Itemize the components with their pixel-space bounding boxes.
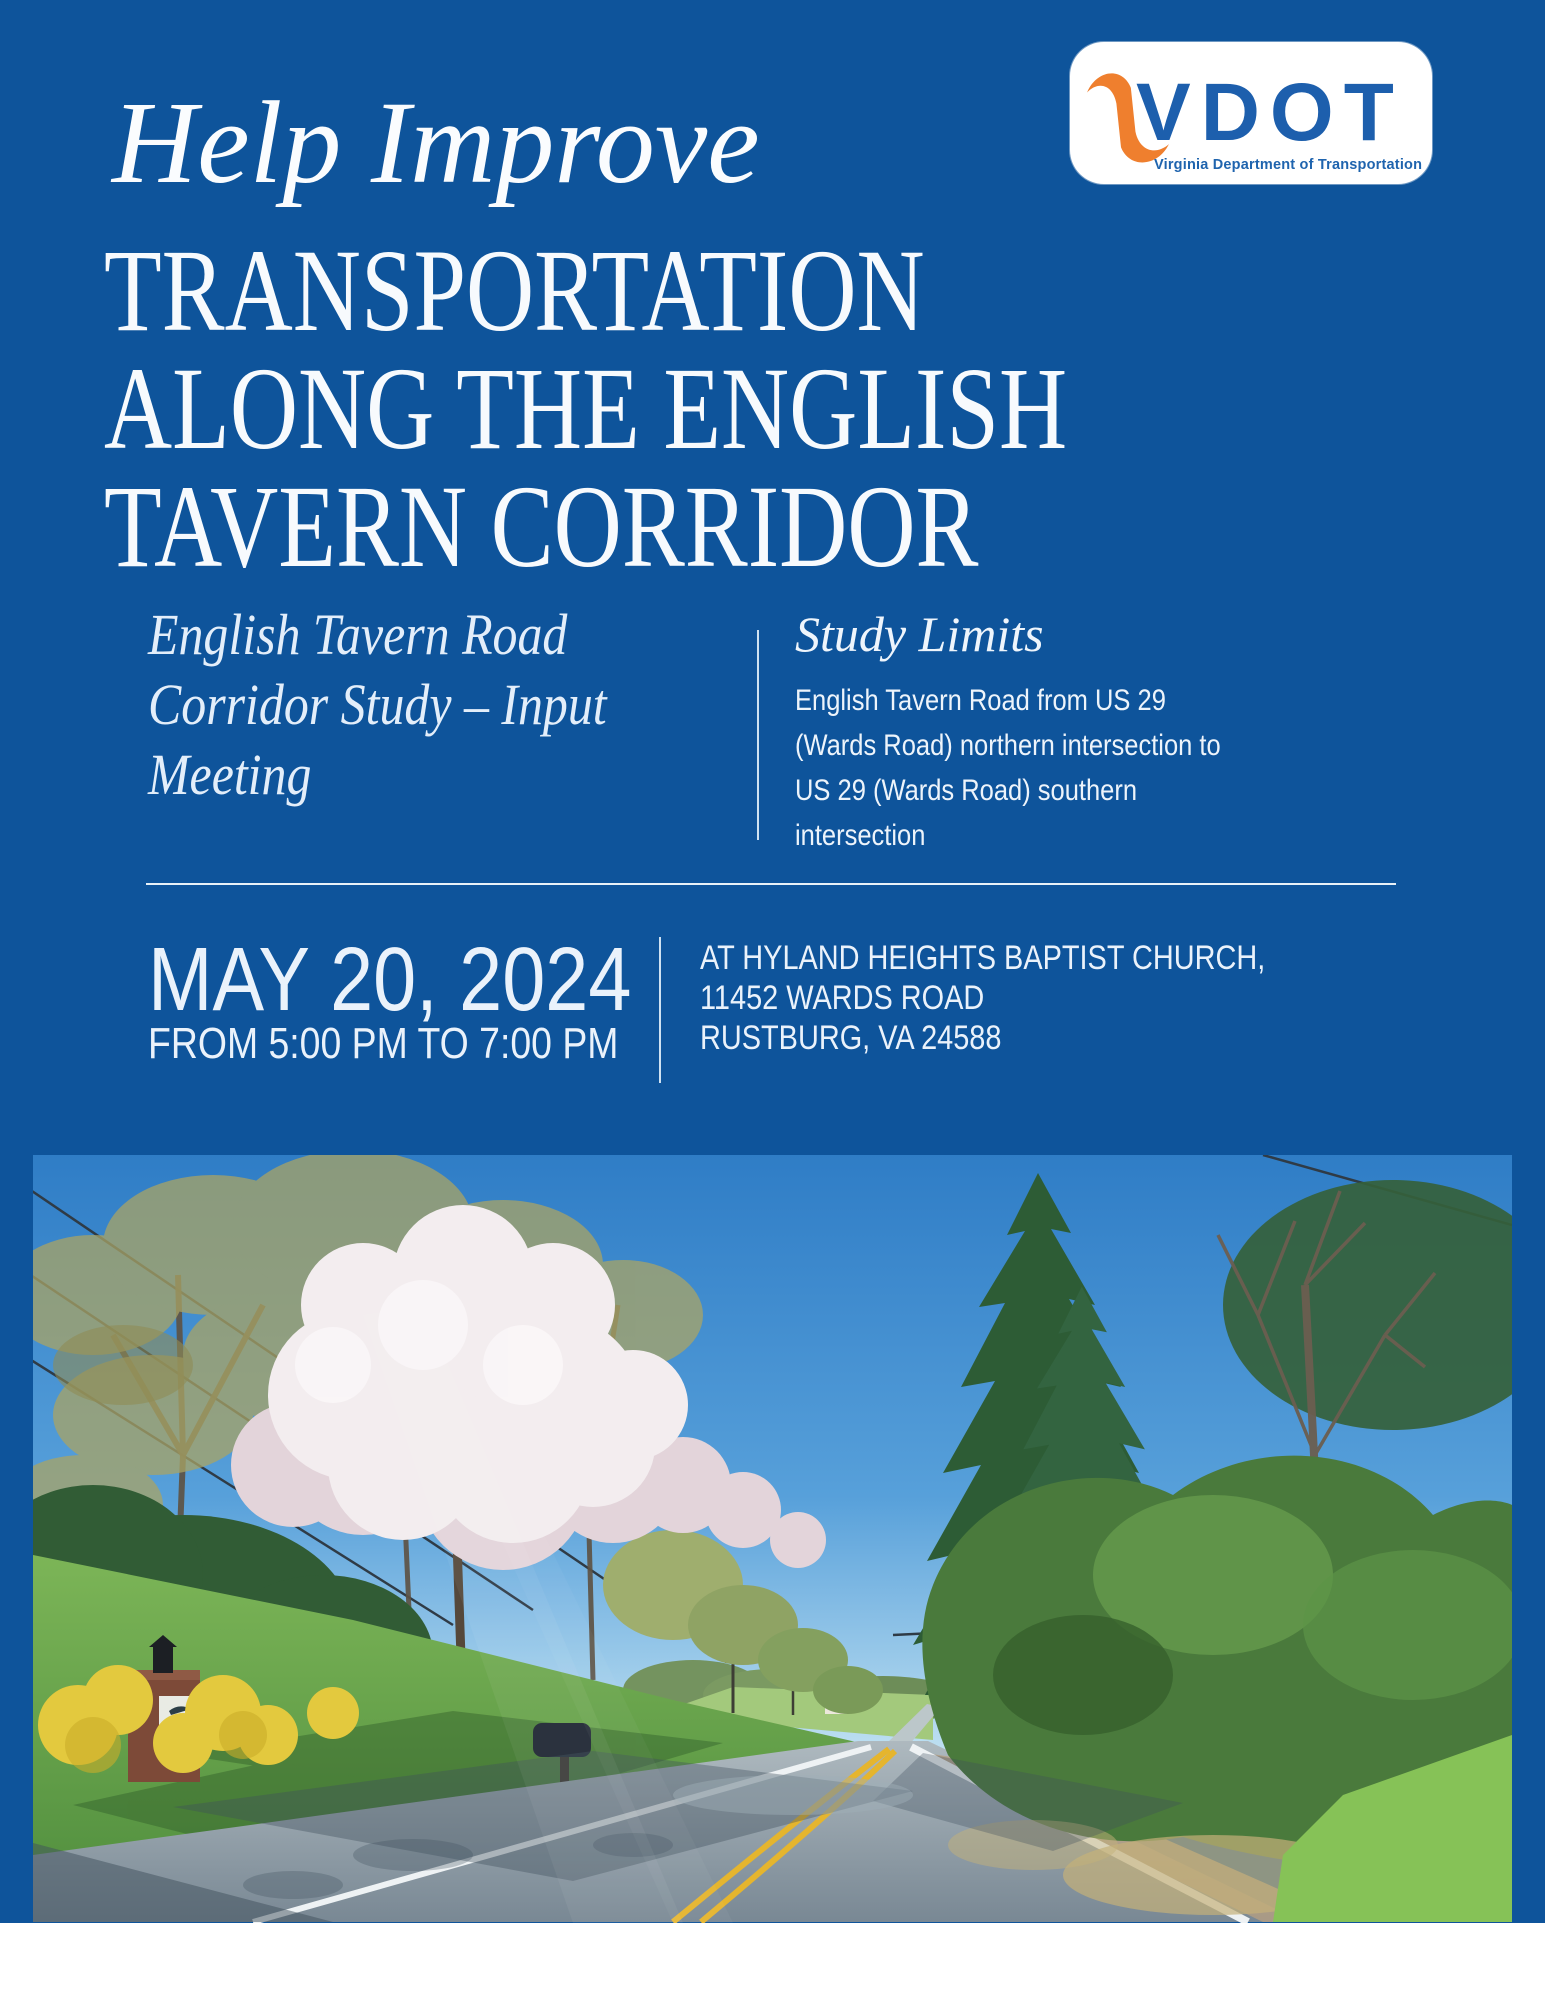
main-headline [104, 225, 1068, 592]
headline-line-2: ALONG THE ENGLISH [104, 343, 1068, 474]
headline-line-3: TAVERN CORRIDOR [104, 461, 979, 592]
script-headline: Help Improve [112, 77, 760, 208]
meeting-subheading: English Tavern Road Corridor Study – Input Meeting [148, 602, 607, 807]
event-date: MAY 20, 2024 [148, 930, 632, 1030]
headline-line-1: TRANSPORTATION [104, 225, 925, 356]
vdot-tagline: Virginia Department of Transportation [1154, 157, 1423, 173]
column-divider [757, 630, 759, 840]
section-divider [146, 883, 1396, 885]
corridor-photo [33, 1155, 1512, 1923]
event-time: FROM 5:00 PM TO 7:00 PM [148, 1019, 619, 1068]
study-limits-heading: Study Limits [795, 606, 1044, 662]
study-limits-text: English Tavern Road from US 29 (Wards Road) northern intersection to US 29 (Wards Road) southern intersection [795, 684, 1221, 852]
corridor-photo-scene [33, 1155, 1512, 1923]
event-divider [659, 937, 661, 1083]
vdot-wordmark: VDOT [1136, 67, 1404, 158]
road-light-patch [673, 1775, 913, 1815]
vdot-logo [1070, 42, 1432, 184]
brush-right [922, 1456, 1512, 1922]
event-location: AT HYLAND HEIGHTS BAPTIST CHURCH, 11452 WARDS ROAD RUSTBURG, VA 24588 [700, 939, 1266, 1057]
